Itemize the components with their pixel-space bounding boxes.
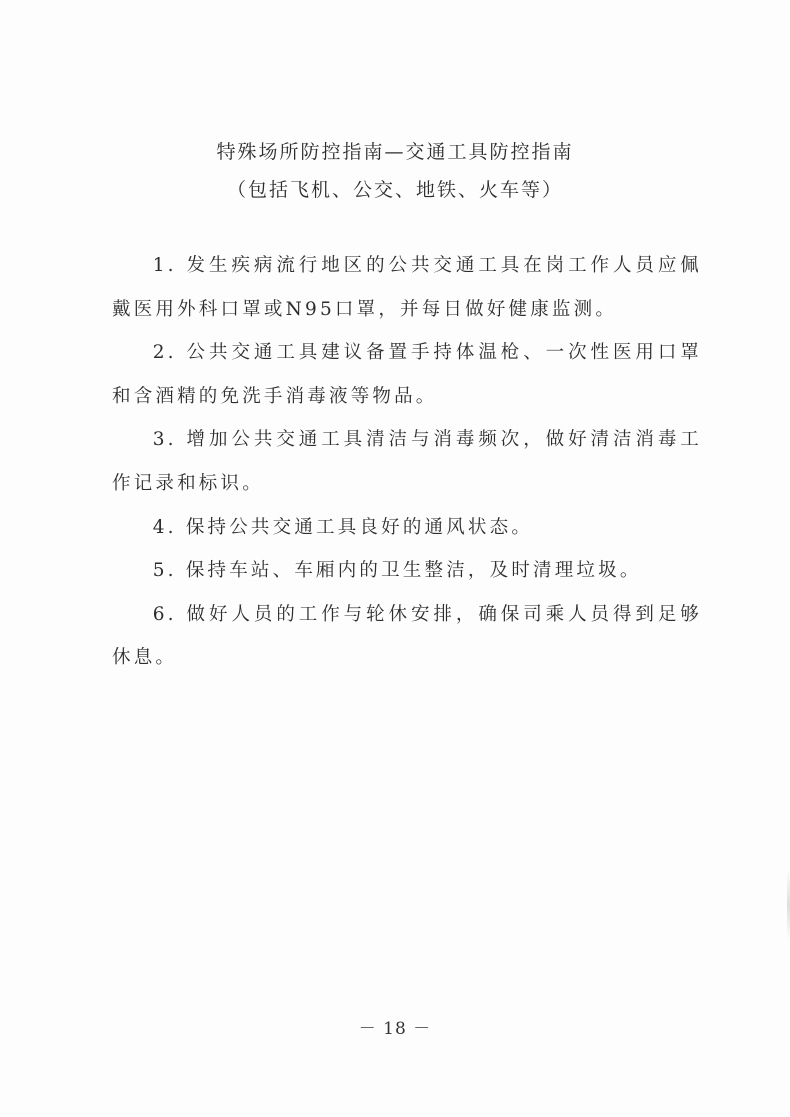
page-title: 特殊场所防控指南—交通工具防控指南 <box>216 141 574 163</box>
paragraph-3: 3. 增加公共交通工具清洁与消毒频次，做好清洁消毒工作记录和标识。 <box>112 429 702 494</box>
paragraph-4: 4. 保持公共交通工具良好的通风状态。 <box>152 516 534 538</box>
page-number: － 18 － <box>358 1019 432 1039</box>
paragraph-6: 6. 做好人员的工作与轮休安排，确保司乘人员得到足够休息。 <box>112 603 702 669</box>
paragraph-1: 1. 发生疾病流行地区的公共交通工具在岗工作人员应佩戴医用外科口罩或N95口罩，并每日做好健康监测。 <box>112 255 702 320</box>
paragraph-2: 2. 公共交通工具建议备置手持体温枪、一次性医用口罩和含酒精的免洗手消毒液等物品。 <box>112 342 702 407</box>
paragraph-5: 5. 保持车站、车厢内的卫生整洁，及时清理垃圾。 <box>152 560 642 582</box>
page-subtitle: （包括飞机、公交、地铁、火车等） <box>226 179 563 201</box>
document-body <box>112 244 702 680</box>
